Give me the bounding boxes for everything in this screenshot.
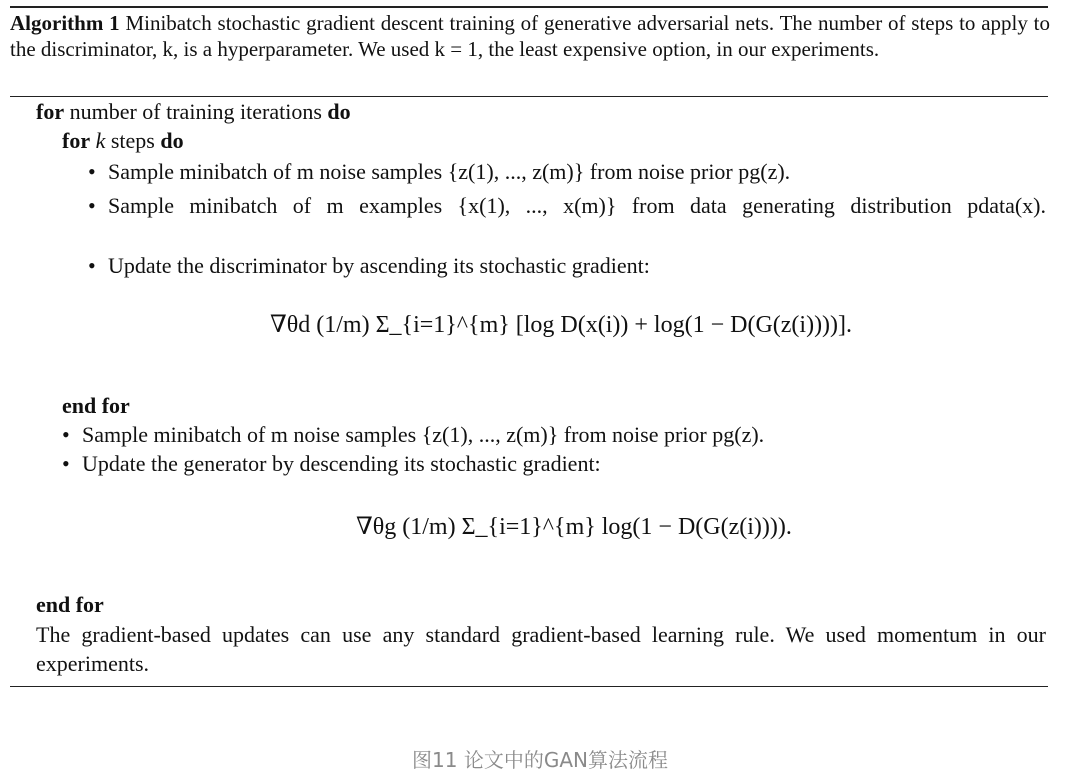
bullet-text: Update the discriminator by ascending its stochastic gradient: bbox=[108, 253, 650, 278]
figure-caption: 图11 论文中的GAN算法流程 bbox=[412, 748, 668, 772]
inner-end-for: end for bbox=[62, 393, 130, 418]
keyword-for: for bbox=[62, 128, 91, 153]
equation-discriminator-gradient bbox=[270, 310, 852, 339]
keyword-do: do bbox=[327, 99, 351, 124]
bullet-text: Sample minibatch of m examples {x(1), ..., x(m)} from data generating distribution pdata(x). bbox=[108, 193, 1046, 218]
inner-for-var: k bbox=[95, 128, 106, 153]
top-rule bbox=[10, 6, 1048, 8]
outer-for-text: number of training iterations bbox=[69, 99, 322, 124]
bullet-dot: • bbox=[62, 422, 70, 447]
bullet-dot: • bbox=[88, 193, 96, 218]
outer-for-line bbox=[36, 98, 351, 126]
bullet-noise-samples-d bbox=[88, 158, 790, 186]
inner-for-text: steps bbox=[110, 128, 155, 153]
bullet-text: Update the generator by descending its stochastic gradient: bbox=[82, 451, 601, 476]
bottom-rule bbox=[10, 686, 1048, 687]
bullet-update-generator bbox=[62, 450, 601, 478]
caption-rule bbox=[10, 96, 1048, 97]
keyword-for: for bbox=[36, 99, 65, 124]
equation-generator-gradient bbox=[356, 512, 792, 541]
equation-text: ∇θg (1/m) Σ_{i=1}^{m} log(1 − D(G(z(i)))). bbox=[356, 514, 792, 540]
bullet-update-discriminator bbox=[88, 252, 650, 280]
bullet-text: Sample minibatch of m noise samples {z(1), ..., z(m)} from noise prior pg(z). bbox=[108, 159, 791, 184]
bullet-noise-samples-g bbox=[62, 421, 764, 449]
bullet-dot: • bbox=[88, 253, 96, 278]
bullet-text: Sample minibatch of m noise samples {z(1), ..., z(m)} from noise prior pg(z). bbox=[82, 422, 765, 447]
inner-for-line bbox=[62, 127, 184, 155]
equation-text: ∇θd (1/m) Σ_{i=1}^{m} [log D(x(i)) + log(1 − D(G(z(i))))]. bbox=[270, 312, 853, 338]
keyword-do: do bbox=[160, 128, 184, 153]
outer-end-for: end for bbox=[36, 592, 104, 617]
bullet-data-examples bbox=[88, 192, 1046, 220]
algorithm-caption bbox=[10, 10, 1050, 62]
bullet-dot: • bbox=[88, 159, 96, 184]
algorithm-footnote: The gradient-based updates can use any standard gradient-based learning rule. We used momentum in our experiments. bbox=[36, 622, 1046, 676]
algorithm-label: Algorithm 1 bbox=[10, 11, 120, 35]
bullet-dot: • bbox=[62, 451, 70, 476]
caption-text: Minibatch stochastic gradient descent training of generative adversarial nets. The number of steps to apply to the discriminator, k, is a hyperparameter. We used k = 1, the least expensive option, in our experiments. bbox=[10, 11, 1050, 61]
